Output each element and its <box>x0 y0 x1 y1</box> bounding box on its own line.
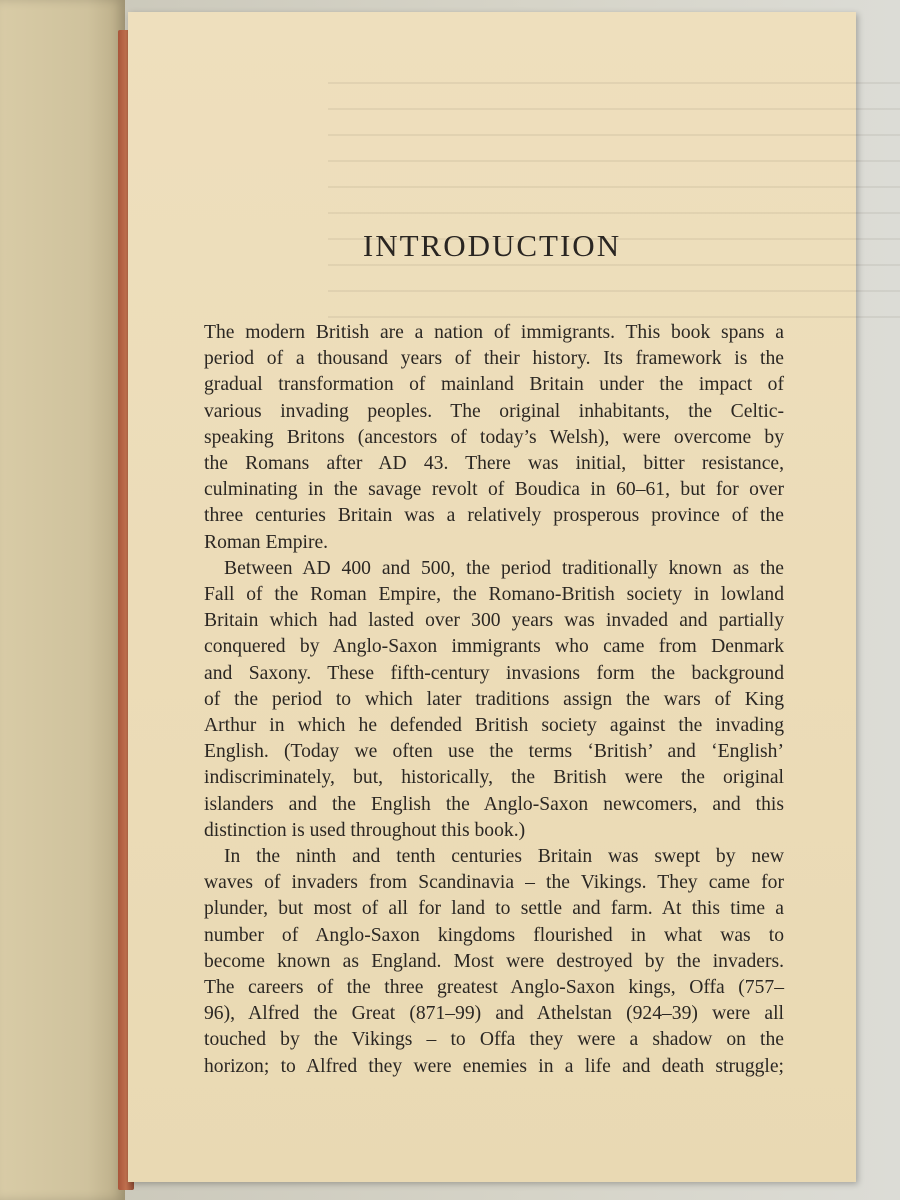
text-line: conquered by Anglo-Saxon immigrants who came from Denmark <box>204 636 784 658</box>
text-line: Fall of the Roman Empire, the Romano-British society in lowland <box>204 584 784 606</box>
body-text <box>204 320 784 1080</box>
chapter-title: INTRODUCTION <box>362 228 622 263</box>
text-line: the Romans after AD 43. There was initial, bitter resistance, <box>204 453 784 475</box>
previous-page-edge <box>0 0 125 1200</box>
paragraph-3 <box>204 844 784 1080</box>
text-line: become known as England. Most were destroyed by the invaders. <box>204 950 784 972</box>
text-line: horizon; to Alfred they were enemies in a life and death struggle; <box>204 1055 784 1077</box>
text-line: The careers of the three greatest Anglo-Saxon kings, Offa (757– <box>204 977 784 999</box>
paragraph-1 <box>204 320 784 556</box>
text-line: number of Anglo-Saxon kingdoms flourished in what was to <box>204 924 784 946</box>
text-line: indiscriminately, but, historically, the British were the original <box>204 767 784 789</box>
text-line: islanders and the English the Anglo-Saxon newcomers, and this <box>204 793 784 815</box>
show-through-text <box>328 82 900 332</box>
text-line: of the period to which later traditions assign the wars of King <box>204 688 784 710</box>
text-line: touched by the Vikings – to Offa they were a shadow on the <box>204 1029 784 1051</box>
text-line: 96), Alfred the Great (871–99) and Athelstan (924–39) were all <box>204 1003 784 1025</box>
text-line: speaking Britons (ancestors of today’s Welsh), were overcome by <box>204 426 784 448</box>
paragraph-2 <box>204 556 784 844</box>
text-line: The modern British are a nation of immigrants. This book spans a <box>204 322 784 343</box>
text-line: three centuries Britain was a relatively prosperous province of the <box>204 505 784 527</box>
text-line: distinction is used throughout this book.) <box>204 819 526 841</box>
text-line: Roman Empire. <box>204 531 329 553</box>
text-line: culminating in the savage revolt of Boudica in 60–61, but for over <box>204 479 784 501</box>
text-line: Between AD 400 and 500, the period traditionally known as the <box>224 557 784 579</box>
text-line: and Saxony. These fifth-century invasions form the background <box>204 662 784 684</box>
text-line: In the ninth and tenth centuries Britain was swept by new <box>224 846 784 868</box>
text-line: various invading peoples. The original inhabitants, the Celtic- <box>204 400 784 422</box>
text-line: period of a thousand years of their history. Its framework is the <box>204 348 784 370</box>
text-line: English. (Today we often use the terms ‘British’ and ‘English’ <box>204 741 784 763</box>
text-line: plunder, but most of all for land to settle and farm. At this time a <box>204 898 784 920</box>
text-line: waves of invaders from Scandinavia – the Vikings. They came for <box>204 872 784 894</box>
text-line: Britain which had lasted over 300 years was invaded and partially <box>204 610 784 632</box>
text-line: Arthur in which he defended British society against the invading <box>204 715 784 737</box>
text-line: gradual transformation of mainland Britain under the impact of <box>204 374 784 396</box>
